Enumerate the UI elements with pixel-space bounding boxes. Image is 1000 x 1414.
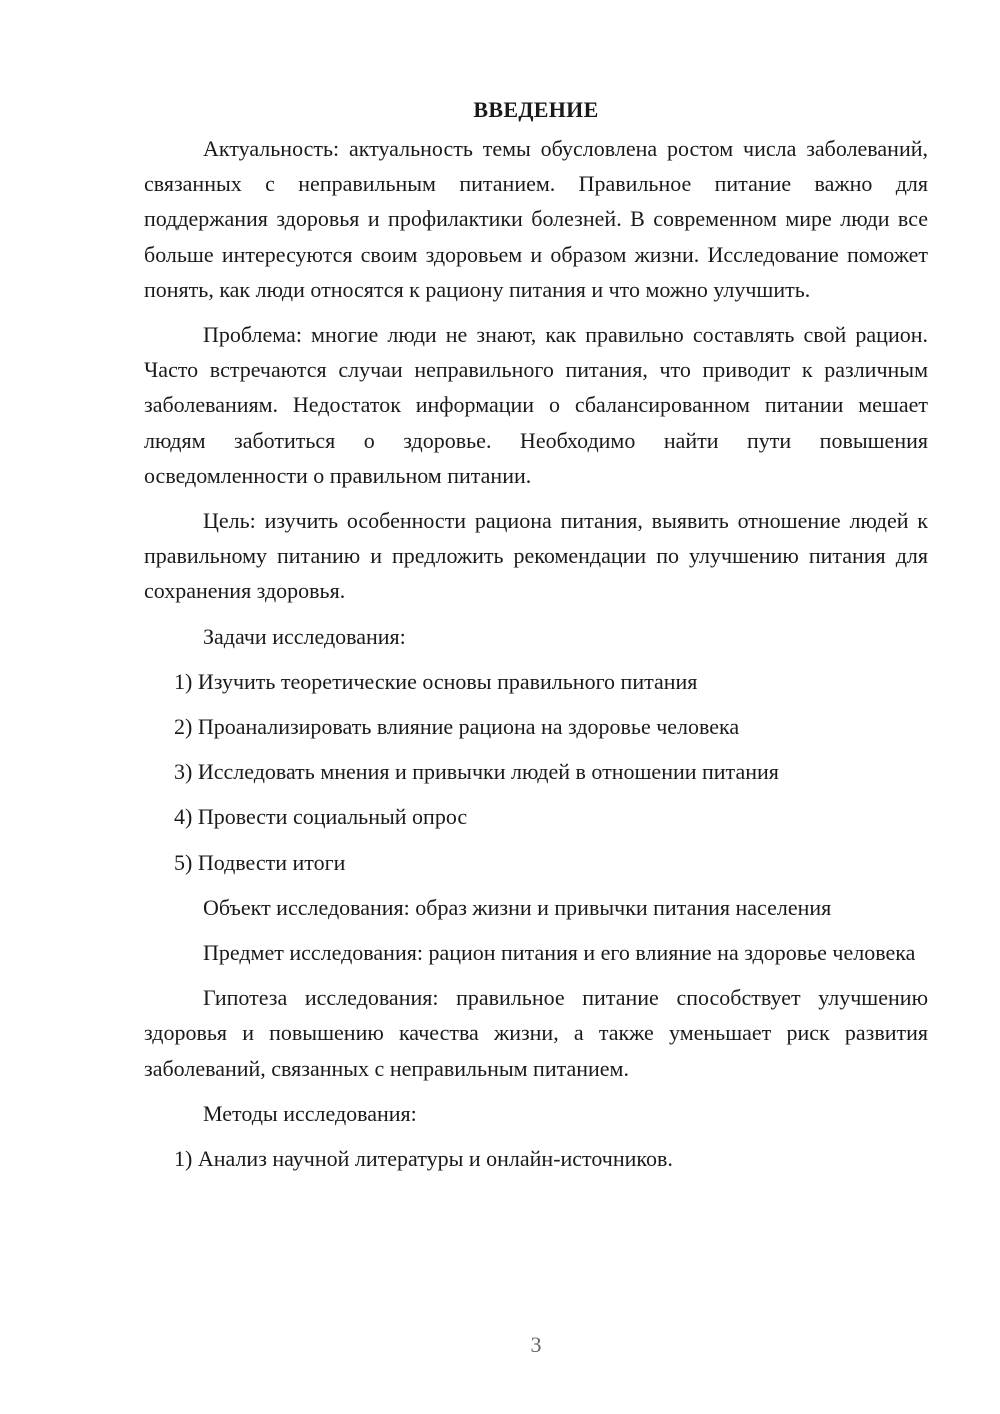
- tasks-list: [144, 664, 928, 880]
- task-item: 3) Исследовать мнения и привычки людей в отношении питания: [174, 759, 779, 785]
- problem-paragraph: Проблема: многие люди не знают, как правильно составлять свой рацион. Часто встречаются случаи неправильного питания, что приводит к различным заболеваниям. Недостаток информации о сбалансированном питании мешает людям заботиться о здоровье. Необходимо найти пути повышения осведомленности о правильном питании.: [144, 322, 928, 488]
- task-item: 1) Изучить теоретические основы правильного питания: [174, 668, 698, 694]
- relevance-paragraph: Актуальность: актуальность темы обусловлена ростом числа заболеваний, связанных с неправильным питанием. Правильное питание важно для поддержания здоровья и профилактики болезней. В современном мире люди все больше интересуются своим здоровьем и образом жизни. Исследование поможет понять, как люди относятся к рациону питания и что можно улучшить.: [144, 136, 928, 302]
- hypothesis-paragraph: Гипотеза исследования: правильное питание способствует улучшению здоровья и повышению качества жизни, а также уменьшает риск развития заболеваний, связанных с неправильным питанием.: [144, 985, 928, 1081]
- subject-paragraph: Предмет исследования: рацион питания и его влияние на здоровье человека: [203, 940, 916, 966]
- method-item: 1) Анализ научной литературы и онлайн-источников.: [174, 1146, 673, 1172]
- goal-paragraph: Цель: изучить особенности рациона питания, выявить отношение людей к правильному питанию и предложить рекомендации по улучшению питания для сохранения здоровья.: [144, 508, 928, 604]
- page-number: 3: [530, 1332, 542, 1357]
- page-content: [144, 92, 928, 1186]
- object-line: Объект исследования: образ жизни и привычки питания населения: [203, 894, 832, 920]
- tasks-heading: Задачи исследования:: [203, 623, 406, 649]
- task-item: 4) Провести социальный опрос: [174, 804, 468, 830]
- task-item: 2) Проанализировать влияние рациона на здоровье человека: [174, 714, 740, 740]
- section-title: ВВЕДЕНИЕ: [473, 97, 599, 122]
- task-item: 5) Подвести итоги: [174, 849, 346, 875]
- methods-heading: Методы исследования:: [203, 1100, 417, 1126]
- methods-list: [144, 1141, 928, 1176]
